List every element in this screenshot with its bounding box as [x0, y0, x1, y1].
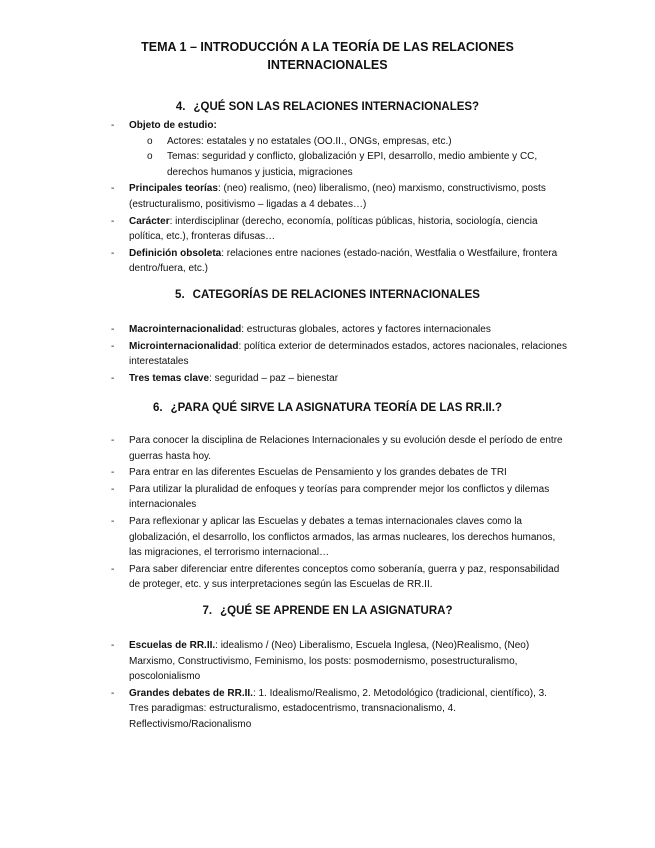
dash-bullet: - [111, 324, 115, 335]
section-heading [100, 400, 555, 416]
section-title: ¿QUÉ SE APRENDE EN LA ASIGNATURA? [220, 605, 453, 617]
list-item [0, 465, 655, 481]
section-list [0, 433, 655, 594]
item-term: Tres temas clave [129, 372, 210, 384]
item-text: Para utilizar la pluralidad de enfoques y teorías para comprender mejor los conflictos y dilemas internacionales [129, 483, 550, 511]
dash-bullet: - [111, 247, 115, 259]
item-term: Carácter [129, 215, 170, 227]
list-item [0, 686, 655, 733]
section-heading [100, 603, 555, 619]
section-number: 5. [175, 289, 185, 301]
sub-list-item [129, 134, 567, 150]
list-item [0, 322, 655, 338]
circle-bullet: o [147, 151, 153, 163]
sub-list-item [129, 149, 567, 180]
dash-bullet: - [111, 483, 115, 495]
item-term: Escuelas de RR.II. [129, 640, 216, 651]
section-number: 6. [153, 402, 163, 414]
document-title: TEMA 1 – INTRODUCCIÓN A LA TEORÍA DE LAS RELACIONES INTERNACIONALES [141, 40, 514, 72]
circle-bullet: o [147, 135, 153, 147]
list-item [0, 339, 655, 370]
section-title: ¿QUÉ SON LAS RELACIONES INTERNACIONALES? [193, 101, 480, 113]
item-term: Microinternacionalidad [129, 340, 239, 352]
item-text: : (neo) realismo, (neo) liberalismo, (neo) marxismo, constructivismo, posts (estructuralismo, positivismo – ligadas a 4 debates…) [129, 183, 546, 210]
sub-item-text: Temas: seguridad y conflicto, globalización y EPI, desarrollo, medio ambiente y CC, derechos humanos y justicia, migraciones [167, 151, 538, 178]
item-text: : seguridad – paz – bienestar [209, 372, 339, 384]
section-heading [100, 287, 555, 303]
dash-bullet: - [111, 372, 115, 384]
dash-bullet: - [111, 340, 115, 352]
item-text: : estructuras globales, actores y factores internacionales [241, 324, 491, 335]
section-number: 4. [175, 101, 186, 113]
dash-bullet: - [111, 687, 115, 699]
sub-item-text: Actores: estatales y no estatales (OO.II., ONGs, empresas, etc.) [167, 135, 452, 147]
list-item [0, 514, 655, 561]
item-term: Grandes debates de RR.II. [129, 687, 253, 699]
dash-bullet: - [111, 563, 115, 575]
list-item [0, 433, 655, 464]
item-term: Principales teorías [129, 183, 218, 195]
section-title: CATEGORÍAS DE RELACIONES INTERNACIONALES [192, 289, 480, 301]
item-text: : política exterior de determinados estados, actores nacionales, relaciones interestatales [129, 340, 567, 368]
list-item [0, 246, 655, 277]
dash-bullet: - [111, 215, 115, 227]
item-term: Definición obsoleta [129, 247, 222, 259]
item-text: Para conocer la disciplina de Relaciones Internacionales y su evolución desde el período de entre guerras hasta hoy. [129, 435, 563, 462]
list-item [0, 638, 655, 685]
dash-bullet: - [111, 467, 115, 479]
dash-bullet: - [111, 435, 115, 446]
section-number: 7. [202, 605, 213, 617]
section-title: ¿PARA QUÉ SIRVE LA ASIGNATURA TEORÍA DE LAS RR.II.? [170, 402, 502, 414]
item-text: : relaciones entre naciones (estado-nación, Westfalia o Westfailure, frontera dentro/fuera, etc.) [129, 247, 558, 275]
item-term: Objeto de estudio: [129, 120, 217, 131]
section-heading [100, 99, 555, 115]
item-text: : idealismo / (Neo) Liberalismo, Escuela Inglesa, (Neo)Realismo, (Neo) Marxismo, Constructivismo, Feminismo, los posts: posmodernismo, posestructuralismo, poscolonialismo [129, 640, 530, 683]
item-text: Para entrar en las diferentes Escuelas de Pensamiento y los grandes debates de TRI [129, 467, 507, 479]
list-item [0, 214, 655, 245]
item-text: Para reflexionar y aplicar las Escuelas y debates a temas internacionales claves como la globalización, el desarrollo, los conflictos armados, las armas nucleares, los derechos humanos, las migraciones, el terrorismo internacional… [129, 515, 556, 559]
dash-bullet: - [111, 515, 115, 527]
sub-list [129, 134, 567, 181]
item-text: : interdisciplinar (derecho, economía, políticas públicas, historia, sociología, ciencia política, etc.), fronteras difusas… [129, 215, 538, 243]
list-item [0, 181, 655, 212]
dash-bullet: - [111, 120, 115, 131]
dash-bullet: - [111, 640, 115, 651]
section-list [0, 118, 655, 278]
item-term: Macrointernacionalidad [129, 324, 242, 335]
list-item [0, 562, 655, 593]
item-text: Para saber diferenciar entre diferentes conceptos como soberanía, guerra y paz, responsabilidad de proteger, etc. y sus interpretaciones según las Escuelas de RR.II. [129, 563, 560, 591]
item-text: : 1. Idealismo/Realismo, 2. Metodológico (tradicional, científico), 3. Tres paradigmas: estructuralismo, estadocentrismo, transnacionalismo, 4. Reflectivismo/Racionalismo [129, 687, 547, 730]
dash-bullet: - [111, 183, 115, 195]
list-item [0, 118, 655, 180]
section-list [0, 322, 655, 387]
list-item [0, 482, 655, 513]
list-item [0, 371, 655, 387]
section-list [0, 638, 655, 734]
